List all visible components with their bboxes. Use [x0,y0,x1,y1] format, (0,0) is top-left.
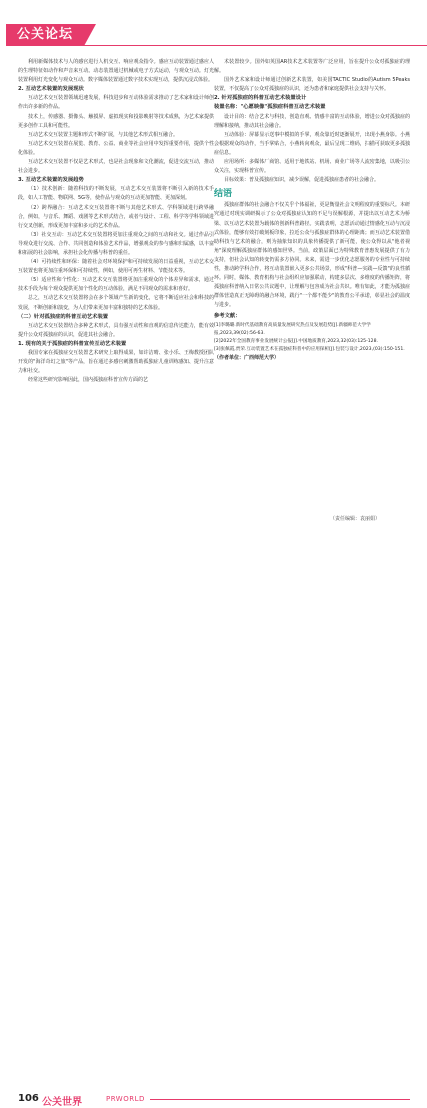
page-header [0,0,427,60]
paragraph: （4）可持续性和环保：随着社会对环境保护和可持续发展的日益重视，互动艺术交互装置也将更加注重环保和可持续性，例如，使用可再生材料、节能技术等。 [18,259,214,275]
reference-list [214,322,410,354]
paragraph: 经常这些研究影响因此，国内孤独症科普宣传方面的艺 [28,377,149,384]
paragraph: 我国专家在孤独症交互装置艺术研究上取得成果，如许洁晴、张小乐、王梅教授团队开发的"海洋奇幻之旅"等产品，旨在通过多感官刺激帮助孤独症儿童训练感知、提升注意力和社交。 [18,350,214,375]
page-footer [0,544,427,1108]
paragraph: 互动艺术交互装置在展览、教育、公益、商业等社会应用中发挥重要作用，提供个性化体验。 [18,140,214,156]
paragraph: 互动艺术交互装置结合多种艺术形式，具有强互动性和直观的信息传达能力，能有效提升公众对孤独症的认识，促进其社会融合。 [18,322,214,338]
paragraph: 互动艺术交互装置领域迅速发展，科技进步和互动体验需求推动了艺术家和设计师创作出许多新的作品。 [18,95,214,111]
paragraph: 互动体验：屏幕显示送事中模拟的手掌，观众靠近时逐渐展开，出现小燕身影。小燕会根据观众的动作，当手掌贴合，小燕转向观众，最后呈现二维码，扫描可获取更多孤独症信息。 [214,131,410,156]
right-column-body [214,58,410,310]
section-heading: 2. 针对孤独症的科普互动艺术装置设计 [214,95,307,102]
paragraph: 利用新媒体技术与人的感官进行人机交互、响应观众指令。感应互动装置通过感应人的生理特征如动作和声音来互动。动态装置通过机械或电子方式运动，与观众互动。灯光装置利用灯光变化与观众互动。数字媒体装置通过数字技术实现互动，提供沉浸式体验。 [18,59,214,84]
paragraph: 设计目的：结合艺术与科技，创造直观、情感丰富的互动体验，增进公众对孤独症的理解和接纳，推动其社会融合。 [214,113,410,129]
section-heading: 2. 互动艺术装置的发展现状 [18,86,84,93]
paragraph: 国外艺术家和设计师通过创新艺术装置，如美国TACTIC Studio的Autism 5Peaks装置，不仅提高了公众对孤独症的认识，还为患者和家庭提供社会支持与关怀。 [214,77,410,93]
paragraph: （1）技术创新：随着科技的不断发展，互动艺术交互装置将不断引入新的技术手段，如人工智能、物联网、5G等，使作品与观众的互动更加智能、更加深刻。 [18,186,214,202]
section-heading: 装置名称："心愿映像"孤独症科普互动艺术装置 [214,104,326,111]
paragraph: 总之，互动艺术交互装置将会在多个领域产生新的变化，它将不断适应社会和科技的发展，不断创新和演变，为人们带来更加丰富和独特的艺术体验。 [18,295,214,311]
section-tag-corner [84,24,96,46]
paragraph: （2）跨界融合：互动艺术交互装置将不断与其他艺术形式、学科领域进行跨界融合，例如，与音乐、舞蹈、戏剧等艺术形式结合，或者与设计、工程、科学等学科领域进行交叉创新，形成更加丰富和多元的艺术作品。 [18,204,214,229]
editor-note: （责任编辑：袁丽娟） [330,516,381,522]
section-heading: （二）针对孤独症的科普互动艺术装置 [18,313,109,320]
paragraph: 目标效果：普及孤独症知识，减少误解，促进孤独症患者的社会融合。 [224,177,380,184]
section-heading: 1. 现有的关于孤独症的科普宣传互动艺术装置 [18,340,127,347]
reference-item: [3]张佩霞,贾荣.互动装置艺术在孤独症科普中的应用探析[J].包装与设计,2023,(03):150-151. [214,346,405,352]
conclusion-heading: 结语 [214,189,233,200]
magazine-name: 公关世界 [42,1097,82,1108]
header-rule [84,45,427,46]
section-heading: 3. 互动艺术装置的发展趋势 [18,177,84,184]
paragraph: 孤独症群体的社会融合不仅关乎个体福祉，更是衡量社会文明程度的重要标尺。本研究通过对现实调研揭示了公众对孤独症认知的不足与误解根源，并提出以互动艺术为桥梁、以互动艺术装置为载体的创新科普路径。实践表明，志愿活动通过情感化互动与沉浸式体验，能够有效打破刻板印象，拉近公众与孤独症群体的心理距离；而互动艺术装置借助科技与艺术的融合，则为抽象知识的具象传播提供了新可能，使公众得以从"他者视角"深度理解孤独症群体的感知世界。当前，政策层面已为特殊教育普惠发展提供了有力支持，但社会认知的转变仍需多方协同。未来，需进一步优化志愿服务的专业性与可持续性，推动跨学科合作，将互动装置嵌入更多公共场景，形成"科普—实践—反馈"的良性循环。同时，媒体、教育机构与社会组织应加强联动，构建多层次、多维度的传播矩阵，将孤独症科普纳入日常公共议题中，让理解与包容成为社会共识。唯有如此，才能为孤独症群体营造真正无障碍的融合环境，践行"一个都不能少"的教育公平承诺，彰显社会的温度与进步。 [214,202,410,309]
paragraph: 术装置较少。国外如英国AR技术艺术装置等广泛应用，旨在提升公众对孤独症的理解。 [214,59,410,75]
paragraph: 应用场所：多媒体厂商馆、适用于地铁站、机场、商业广场等人流密集地，以吸引公众关注，实现科普宣传。 [214,159,410,175]
paragraph: （3）社交互动：互动艺术交互装置将更加注重观众之间的互动和社交。通过作品引导观众进行交流、合作、共同创造和体验艺术作品，增强观众的参与感和归属感，以丰富和拓展的社会影响，承担社会化传播与科普的重任。 [18,231,214,256]
paragraph: 技术上，传感器、摄像头、触摸屏、虚拟现实和投影映射等技术成熟，为艺术家提供更多创作工具和可能性。 [18,113,214,129]
page-number: 106 [18,1093,39,1104]
reference-item: [1]李璐璐.新时代基础教育高质量发展研究热点及发展趋势[J].新疆师范大学学报,2023,39(02):56-63. [214,322,371,336]
right-column [214,58,410,528]
paragraph: 互动艺术交互装置不仅是艺术形式，也是社会现象和文化潮流，促进交流互动，推动社会进步。 [18,159,214,175]
left-column [18,58,214,528]
footer-rule [150,1099,410,1100]
references [214,312,410,362]
section-title: 公关论坛 [6,24,84,46]
reference-item: [2]2022年全国教育事业发展统计公报[J].中国地质教育,2023,32(03):125-128. [214,338,378,344]
paragraph: 互动艺术交互装置主题和形式不断扩展，与其他艺术形式相互融合。 [28,131,179,138]
references-title: 参考文献： [214,313,241,320]
author-unit: （作者单位：广西师范大学） [214,354,280,361]
paragraph: （5）适应性和个性化：互动艺术交互装置将更加注重观众的个体差异和需求，通过技术手段为每个观众提供更加个性化的互动体验，满足不同观众的需求和喜好。 [18,277,214,293]
magazine-name-en: PRWORLD [106,1095,145,1103]
